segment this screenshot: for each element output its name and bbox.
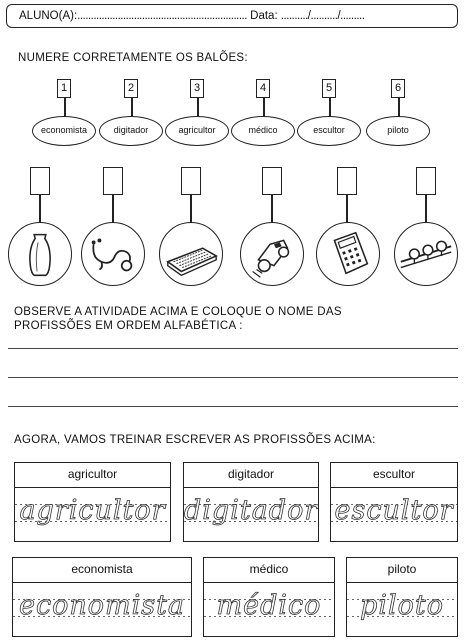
practice-box-medico bbox=[203, 557, 335, 637]
balloon-economista: economista bbox=[32, 116, 96, 146]
answer-line[interactable] bbox=[8, 348, 458, 349]
answer-stem bbox=[425, 195, 427, 223]
answer-box-1[interactable] bbox=[30, 167, 50, 195]
picture-circle-5 bbox=[316, 222, 380, 286]
balloon-agricultor: agricultor bbox=[165, 116, 229, 146]
balloon-string bbox=[131, 98, 133, 117]
tracing-script[interactable]: médico bbox=[204, 586, 334, 632]
picture-circle-6 bbox=[394, 222, 458, 286]
tracing-script[interactable]: piloto bbox=[347, 586, 457, 632]
answer-stem bbox=[39, 195, 41, 223]
section2-instruction-line1: OBSERVE A ATIVIDADE ACIMA E COLOQUE O NOME DAS bbox=[14, 306, 342, 318]
section2-instruction-line2: PROFISSÕES EM ORDEM ALFABÉTICA : bbox=[14, 320, 243, 332]
balloon-number-1: 1 bbox=[57, 79, 71, 98]
balloon-number-2: 2 bbox=[124, 79, 138, 98]
tracing-script[interactable]: digitador bbox=[184, 491, 318, 537]
answer-box-2[interactable] bbox=[103, 167, 123, 195]
answer-box-4[interactable] bbox=[262, 167, 282, 195]
student-name-label: ALUNO(A): bbox=[19, 10, 78, 22]
balloon-string bbox=[398, 98, 400, 117]
student-header bbox=[6, 4, 458, 28]
picture-circle-1 bbox=[8, 222, 72, 286]
answer-stem bbox=[271, 195, 273, 223]
practice-label: agricultor bbox=[15, 463, 170, 488]
stethoscope-icon bbox=[82, 223, 144, 285]
student-name-field[interactable]: ............................................................... bbox=[77, 10, 247, 22]
answer-line[interactable] bbox=[8, 406, 458, 407]
vase-icon bbox=[9, 223, 71, 285]
picture-circle-2 bbox=[81, 222, 145, 286]
airplane-icon bbox=[395, 223, 457, 285]
balloon-string bbox=[197, 98, 199, 117]
balloon-number-5: 5 bbox=[322, 79, 336, 98]
practice-label: digitador bbox=[184, 463, 318, 488]
answer-box-3[interactable] bbox=[181, 167, 201, 195]
picture-circle-4 bbox=[240, 222, 304, 286]
practice-label: piloto bbox=[347, 558, 457, 583]
practice-box-piloto bbox=[346, 557, 458, 637]
date-label: Data: bbox=[250, 10, 278, 22]
answer-box-5[interactable] bbox=[337, 167, 357, 195]
date-field[interactable]: ........../........../......... bbox=[280, 10, 365, 22]
section3-instruction: AGORA, VAMOS TREINAR ESCREVER AS PROFISSÕES ACIMA: bbox=[14, 434, 376, 446]
tracing-script[interactable]: escultor bbox=[331, 491, 457, 537]
picture-circle-3 bbox=[159, 222, 223, 286]
practice-box-economista bbox=[12, 557, 192, 637]
balloon-digitador: digitador bbox=[99, 116, 163, 146]
balloon-medico: médico bbox=[231, 116, 295, 146]
balloon-string bbox=[329, 98, 331, 117]
answer-stem bbox=[190, 195, 192, 223]
practice-box-digitador bbox=[183, 462, 319, 542]
answer-stem bbox=[346, 195, 348, 223]
tracing-script[interactable]: economista bbox=[13, 586, 191, 632]
calculator-icon bbox=[317, 223, 379, 285]
practice-box-escultor bbox=[330, 462, 458, 542]
practice-label: médico bbox=[204, 558, 334, 583]
balloon-piloto: piloto bbox=[366, 116, 430, 146]
balloon-number-4: 4 bbox=[256, 79, 270, 98]
balloon-number-3: 3 bbox=[190, 79, 204, 98]
balloon-string bbox=[64, 98, 66, 117]
balloon-escultor: escultor bbox=[297, 116, 361, 146]
practice-box-agricultor bbox=[14, 462, 171, 542]
practice-label: economista bbox=[13, 558, 191, 583]
answer-box-6[interactable] bbox=[416, 167, 436, 195]
balloon-string bbox=[263, 98, 265, 117]
tracing-script[interactable]: agricultor bbox=[15, 491, 170, 537]
keyboard-icon bbox=[160, 223, 222, 285]
balloon-number-6: 6 bbox=[391, 79, 405, 98]
answer-line[interactable] bbox=[8, 377, 458, 378]
answer-stem bbox=[112, 195, 114, 223]
practice-label: escultor bbox=[331, 463, 457, 488]
tractor-icon bbox=[241, 223, 303, 285]
section1-instruction: NUMERE CORRETAMENTE OS BALÕES: bbox=[18, 52, 248, 64]
